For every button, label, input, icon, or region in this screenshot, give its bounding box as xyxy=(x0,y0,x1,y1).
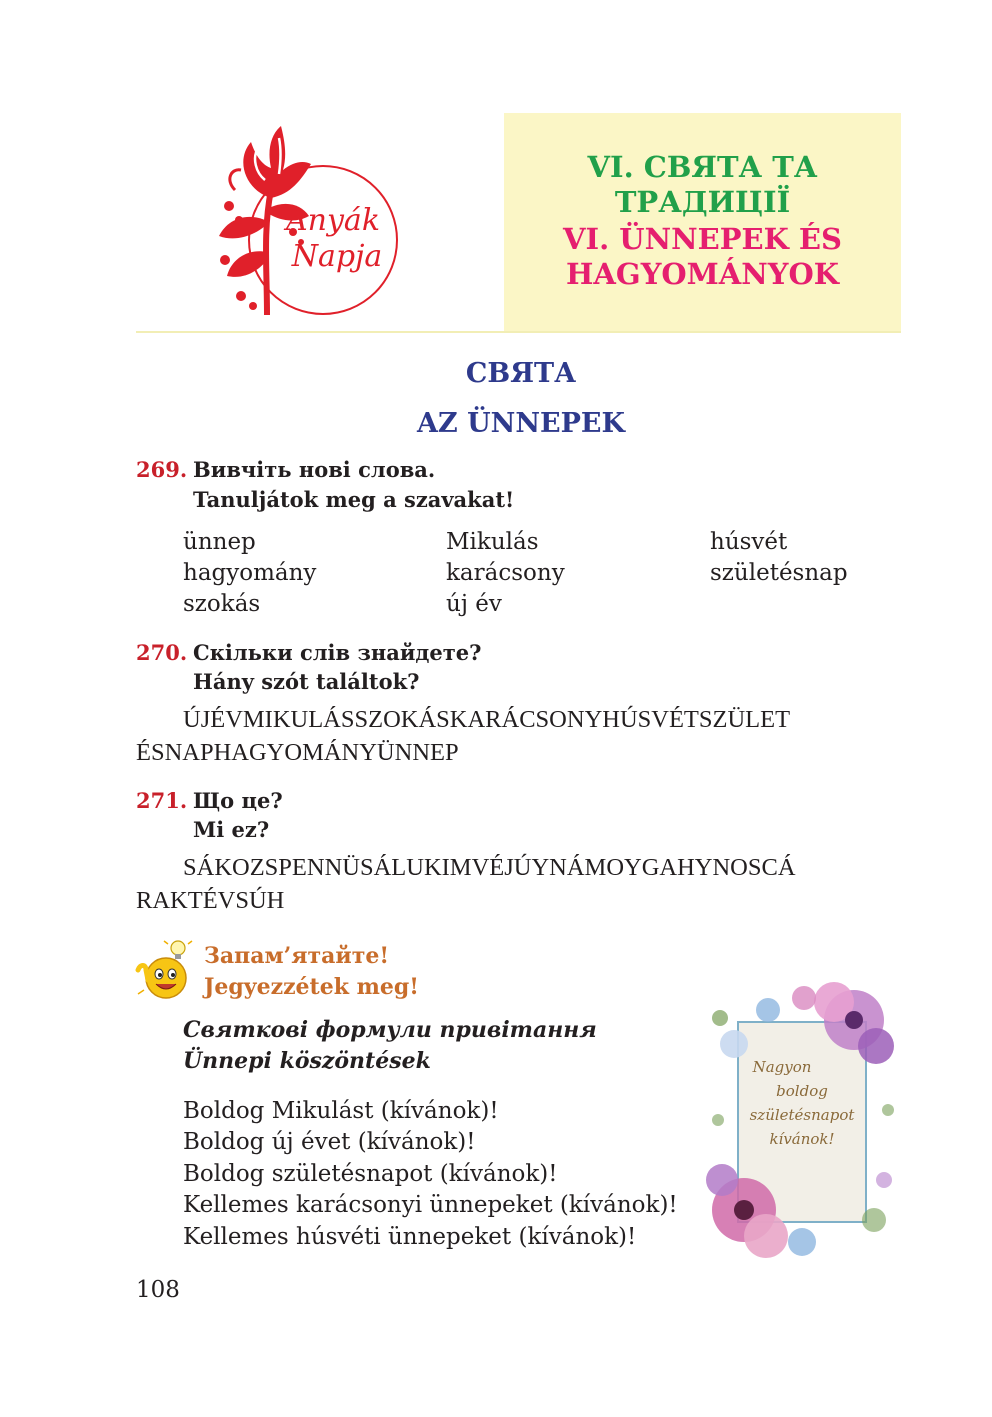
formula-title-hu: Ünnepi köszöntések xyxy=(183,1048,431,1074)
reversed-text-line2: RAKTÉVSÚH xyxy=(136,887,285,914)
remember-title-uk: Запам’ятайте! xyxy=(204,943,389,969)
greeting-line: Kellemes karácsonyi ünnepeket (kívánok)! xyxy=(183,1192,678,1218)
greeting-line: Boldog Mikulást (kívánok)! xyxy=(183,1098,499,1124)
word-item: húsvét xyxy=(710,529,788,555)
exercise-270-number: 270. xyxy=(136,640,188,665)
greeting-line: Boldog születésnapot (kívánok)! xyxy=(183,1161,558,1187)
exercise-269-number: 269. xyxy=(136,457,188,482)
card-text-line4: kívánok! xyxy=(769,1130,835,1148)
exercise-271-instruction-hu: Mi ez? xyxy=(193,817,270,842)
greeting-line: Kellemes húsvéti ünnepeket (kívánok)! xyxy=(183,1224,637,1250)
anyak-napja-logo xyxy=(205,120,415,320)
word-item: születésnap xyxy=(710,560,848,586)
birthday-card-illustration xyxy=(704,980,902,1264)
lightbulb-smiley-icon xyxy=(134,940,200,1002)
word-item: ünnep xyxy=(183,529,256,555)
greeting-line: Boldog új évet (kívánok)! xyxy=(183,1129,476,1155)
word-item: Mikulás xyxy=(446,529,539,555)
exercise-271-instruction-uk: Що це? xyxy=(193,788,283,813)
exercise-271-number: 271. xyxy=(136,788,188,813)
chapter-title-uk-line2: ТРАДИЦІЇ xyxy=(614,185,791,219)
card-text-line3: születésnapot xyxy=(749,1106,855,1124)
header-divider xyxy=(136,331,901,333)
exercise-269-instruction-hu: Tanuljátok meg a szavakat! xyxy=(193,487,515,512)
section-title-uk: СВЯТА xyxy=(465,358,577,389)
remember-title-hu: Jegyezzétek meg! xyxy=(204,974,419,1000)
word-item: új év xyxy=(446,591,502,617)
exercise-270-instruction-uk: Скільки слів знайдете? xyxy=(193,640,482,665)
section-title-hu: AZ ÜNNEPEK xyxy=(417,408,625,439)
page-number: 108 xyxy=(136,1277,180,1303)
word-search-line2: ÉSNAPHAGYOMÁNYÜNNEP xyxy=(136,739,459,766)
exercise-270-instruction-hu: Hány szót találtok? xyxy=(193,669,420,694)
logo-text-line1: Anyák xyxy=(286,203,380,238)
card-text-line1: Nagyon xyxy=(752,1058,812,1076)
chapter-title-hu-line2: HAGYOMÁNYOK xyxy=(566,257,839,291)
word-search-line1: ÚJÉVMIKULÁSSZOKÁSKARÁCSONYHÚSVÉTSZÜLET xyxy=(183,706,791,733)
word-item: szokás xyxy=(183,591,261,617)
chapter-title-uk-line1: VI. СВЯТА ТА xyxy=(587,150,818,184)
formula-title-uk: Святкові формули привітання xyxy=(183,1017,597,1043)
chapter-title-hu-line1: VI. ÜNNEPEK ÉS xyxy=(563,222,842,256)
word-item: karácsony xyxy=(446,560,565,586)
word-item: hagyomány xyxy=(183,560,317,586)
logo-text-line2: Napja xyxy=(291,239,383,274)
chapter-title-box xyxy=(504,113,901,331)
reversed-text-line1: SÁKOZSPENNÜSÁLUKIMVÉJÚYNÁMOYGAHYNOSCÁ xyxy=(183,854,796,881)
exercise-269-instruction-uk: Вивчіть нові слова. xyxy=(193,457,436,482)
card-text-line2: boldog xyxy=(776,1082,828,1100)
